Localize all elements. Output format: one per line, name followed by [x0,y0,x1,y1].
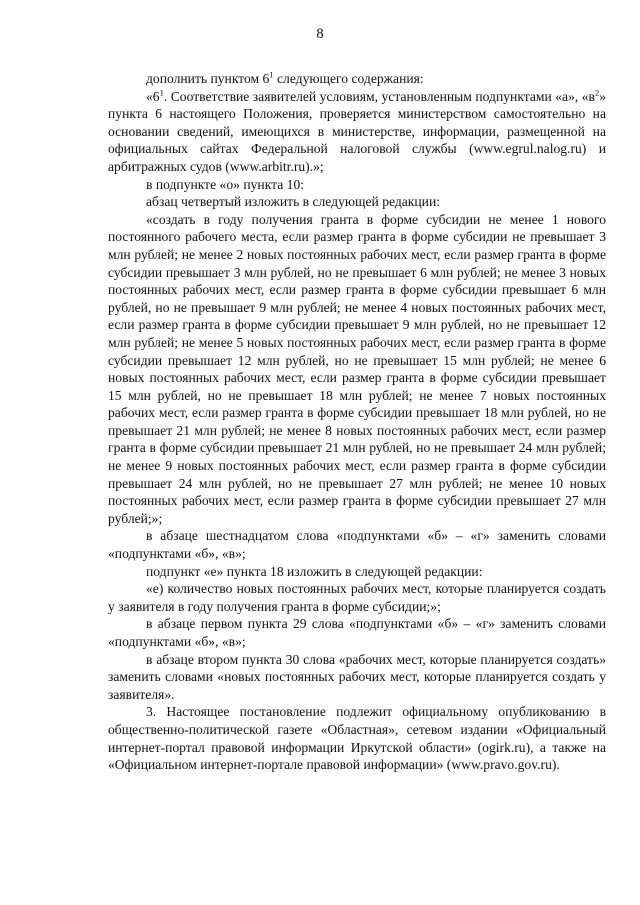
paragraph-text: следующего содержания: [273,71,424,86]
document-body [108,70,606,774]
paragraph-fourth-abzac: абзац четвертый изложить в следующей редакции: [146,194,441,210]
paragraph-add-point [108,70,606,88]
paragraph-point-29: в абзаце первом пункта 29 слова «подпунктами «б» – «г» заменить словами «подпунктами «б», «в»; [108,616,606,649]
superscript: 1 [159,87,164,98]
paragraph-text: «6 [146,88,160,104]
paragraph-point-30: в абзаце втором пункта 30 слова «рабочих мест, которые планируется создать» заменить словами «новых постоянных рабочих мест, которые планируется создать у заявителя». [108,651,606,702]
page-number: 8 [316,26,324,42]
superscript: 1 [269,69,274,80]
paragraph-text: . Соответствие заявителей условиям, установленным подпунктами «а», «в [163,88,595,104]
paragraph-publication: 3. Настоящее постановление подлежит официальному опубликованию в общественно-политической газете «Областная», сетевом издании «Официальный интернет-портал правовой информации Иркутской области» (ogirk.ru), а также на «Официальном интернет-портале правовой информации» (www.pravo.gov.ru). [108,704,606,773]
paragraph-point-6-1 [108,88,606,176]
paragraph-text: » пункта 6 настоящего Положения, проверяется министерством самостоятельно на основании сведений, имеющихся в министерстве, информации, размещенной на официальных сайтах Федеральной налоговой службы (www.egrul.nalog.ru) и арбитражных судов (www.arbitr.ru).»; [108,88,606,174]
paragraph-jobs-requirements: «создать в году получения гранта в форме субсидии не менее 1 нового постоянного рабочего места, если размер гранта в форме субсидии не превышает 3 млн рублей; не менее 2 новых постоянных рабочих мест, если размер гранта в форме субсидии превышает 3 млн рублей, но не превышает 6 млн рублей; не менее 3 новых постоянных рабочих мест, если размер гранта в форме субсидии превышает 6 млн рублей, но не превышает 9 млн рублей; не менее 4 новых постоянных рабочих мест, если размер гранта в форме субсидии превышает 9 млн рублей, но не превышает 12 млн рублей; не менее 5 новых постоянных рабочих мест, если размер гранта в форме субсидии превышает 12 млн рублей, но не превышает 15 млн рублей; не менее 6 новых постоянных рабочих мест, если размер гранта в форме субсидии превышает 15 млн рублей, но не превышает 18 млн рублей; не менее 7 новых постоянных рабочих мест, если размер гранта в форме субсидии превышает 18 млн рублей, но не превышает 21 млн рублей; не менее 8 новых постоянных рабочих мест, если размер гранта в форме субсидии превышает 21 млн рублей, но не превышает 24 млн рублей; не менее 9 новых постоянных рабочих мест, если размер гранта в форме субсидии превышает 24 млн рублей, но не превышает 27 млн рублей; не менее 10 новых постоянных рабочих мест, если размер гранта в форме субсидии превышает 27 млн рублей;»; [108,211,606,526]
paragraph-subpoint-o: в подпункте «о» пункта 10: [146,176,305,192]
paragraph-new-jobs-count: «е) количество новых постоянных рабочих мест, которые планируется создать у заявителя в году получения гранта в форме субсидии;»; [108,581,606,614]
paragraph-subpoint-e: подпункт «е» пункта 18 изложить в следующей редакции: [146,563,483,579]
paragraph-text: дополнить пунктом 6 [146,71,270,86]
paragraph-sixteenth-abzac: в абзаце шестнадцатом слова «подпунктами «б» – «г» заменить словами «подпунктами «б», «в»; [108,528,606,562]
superscript: 2 [594,87,600,98]
